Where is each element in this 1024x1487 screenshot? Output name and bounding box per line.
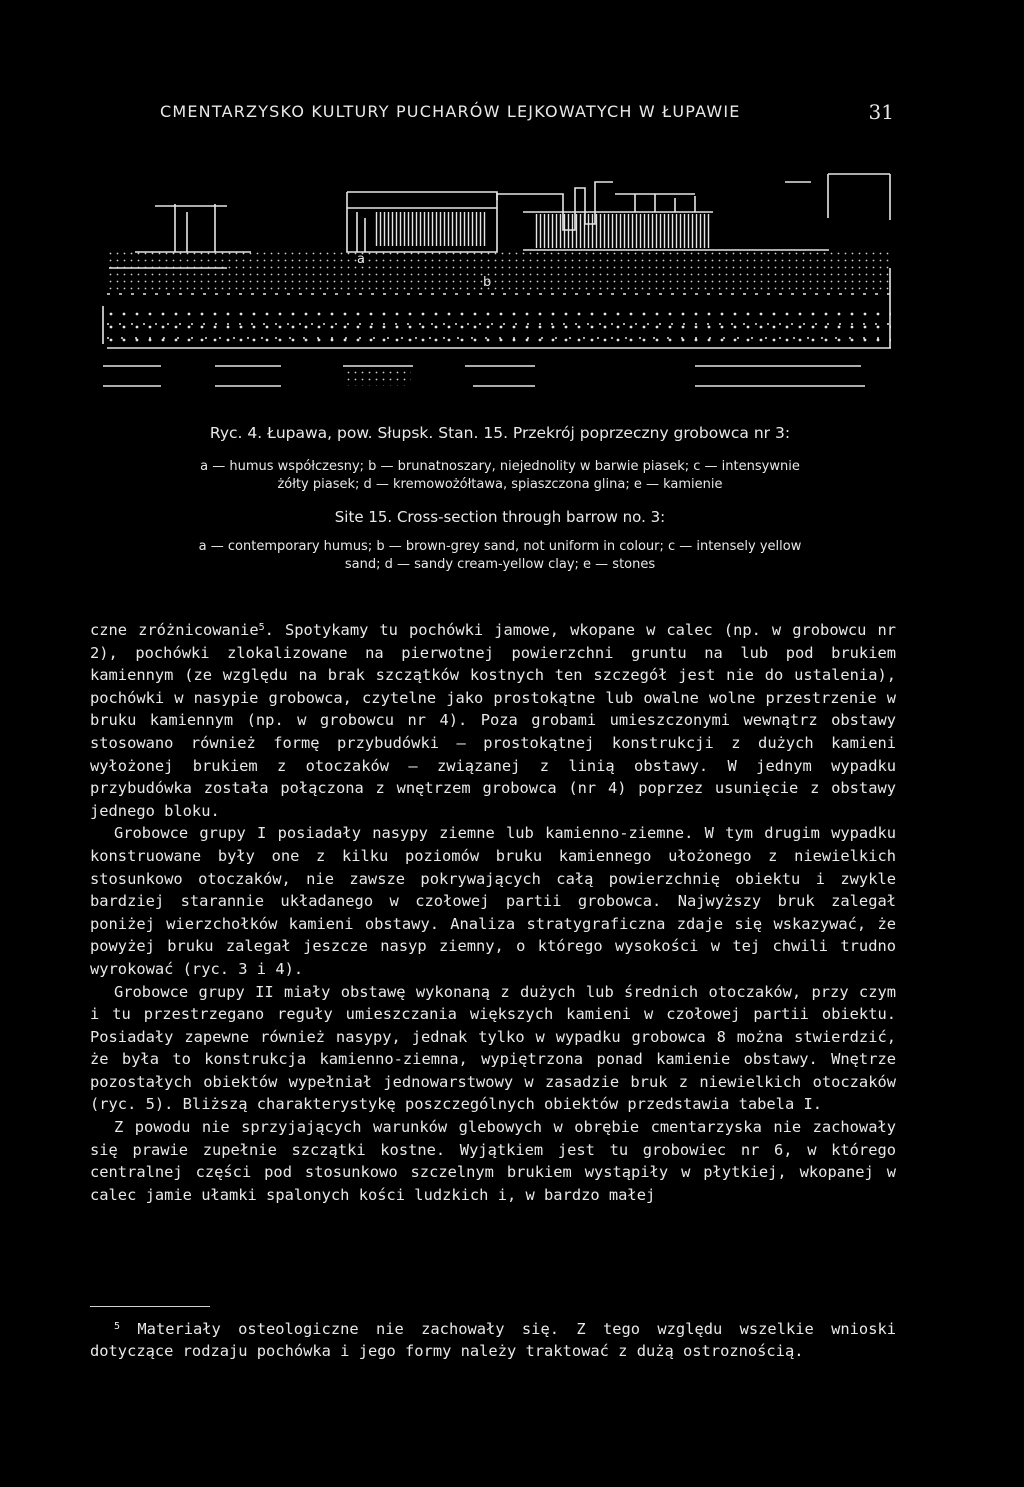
legend-en-line-2: sand; d — sandy cream-yellow clay; e — stones [344, 557, 656, 572]
legend-en-line-1: a — contemporary humus; b — brown-grey sand, not uniform in colour; c — intensely yellow [198, 539, 802, 554]
paragraph-2: Grobowce grupy I posiadały nasypy ziemne lub kamienno-ziemne. W tym drugim wypadku konstruowane były one z kilku poziomów bruku kamiennego ułożonego z niewielkich stosunkowo otoczaków, nie zawsze pokrywających całą powierzchnię obiektu i zwykle bardziej starannie układanego w czołowej partii grobowca. Najwyższy bruk zalegał poniżej wierzchołków kamieni obstawy. Analiza stratygraficzna zdaje się wskazywać, że powyżej bruku zalegał jeszcze nasyp ziemny, o którego wysokości w tej chwili trudno wyrokować (ryc. 3 i 4). [90, 824, 896, 978]
running-title: CMENTARZYSKO KULTURY PUCHARÓW LEJKOWATYCH W ŁUPAWIE [160, 102, 741, 121]
footnote [90, 1318, 896, 1362]
footnote-reference: 5 [258, 622, 265, 633]
page-number: 31 [868, 100, 894, 124]
paragraph-4: Z powodu nie sprzyjających warunków glebowych w obrębie cmentarzyska nie zachowały się prawie zupełnie szczątki kostne. Wyjątkiem jest tu grobowiec nr 6, w którego centralnej części pod stosunkowo szczelnym brukiem wystąpiły w płytkiej, wkopanej w calec jamie ułamki spalonych kości ludzkich i, w bardzo małej [90, 1118, 896, 1204]
footnote-mark: 5 [114, 1321, 121, 1332]
marker-a: a [357, 252, 365, 267]
body-text [90, 619, 896, 1206]
running-header [160, 100, 900, 126]
paragraph-1 [90, 619, 896, 822]
cross-section-figure [95, 168, 905, 400]
figure-caption-pl: Ryc. 4. Łupawa, pow. Słupsk. Stan. 15. Przekrój poprzeczny grobowca nr 3: [209, 424, 791, 442]
footnote-divider [90, 1306, 210, 1307]
stones-center-left [347, 192, 497, 252]
legend-pl-line-1: a — humus współczesny; b — brunatnoszary, niejednolity w barwie piasek; c — intensywnie [200, 459, 800, 474]
footnote-text: Materiały osteologiczne nie zachowały się. Z tego względu wszelkie wnioski dotyczące rodzaju pochówka i jego formy należy traktować z dużą ostroznością. [90, 1320, 896, 1360]
paragraph-1-rest: . Spotykamy tu pochówki jamowe, wkopane w calec (np. w grobowcu nr 2), pochówki zlokalizowane na pierwotnej powierzchni gruntu na lub pod brukiem kamiennym (ze względu na brak szczątków kostnych ten szczegół jest nie do ustalenia), pochówki w nasypie grobowca, czytelne jako prostokątne lub owalne wolne przestrzenie w bruku kamiennym (np. w grobowcu nr 4). Poza grobami umieszczonymi wewnątrz obstawy stosowano również formę przybudówki — prostokątnej konstrukcji z dużych kamieni wyłożonej brukiem z otoczaków — związanej z linią obstawy. W jednym wypadku przybudówka została połączona z wnętrzem grobowca (nr 4) poprzez usunięcie z obstawy jednego bloku. [90, 621, 896, 820]
cross-section-drawing [95, 168, 905, 400]
legend-pl-line-2: żółty piasek; d — kremowożółtawa, spiaszczona glina; e — kamienie [277, 477, 723, 492]
layer-b-sand [107, 248, 891, 294]
layer-c-yellow-sand [107, 310, 891, 348]
marker-b: b [483, 275, 492, 290]
figure-legend-en [90, 538, 910, 574]
figure-legend-pl [90, 458, 910, 494]
stones-center-right [497, 182, 829, 250]
figure-caption-en: Site 15. Cross-section through barrow no. 3: [334, 508, 666, 526]
paragraph-1-start: czne zróżnicowanie [90, 621, 259, 639]
paragraph-3: Grobowce grupy II miały obstawę wykonaną z dużych lub średnich otoczaków, przy czym i tu przestrzegano reguły umieszczania większych kamieni w czołowej partii obiektu. Posiadały zapewne również nasypy, jednak tylko w wypadku grobowca 8 można stwierdzić, że była to konstrukcja kamienno-ziemna, wypiętrzona ponad kamienie obstawy. Wnętrze pozostałych obiektów wypełniał jednowarstwowy w zasadzie bruk z niewielkich otoczaków (ryc. 5). Bliższą charakterystykę poszczególnych obiektów przedstawia tabela I. [90, 982, 896, 1114]
